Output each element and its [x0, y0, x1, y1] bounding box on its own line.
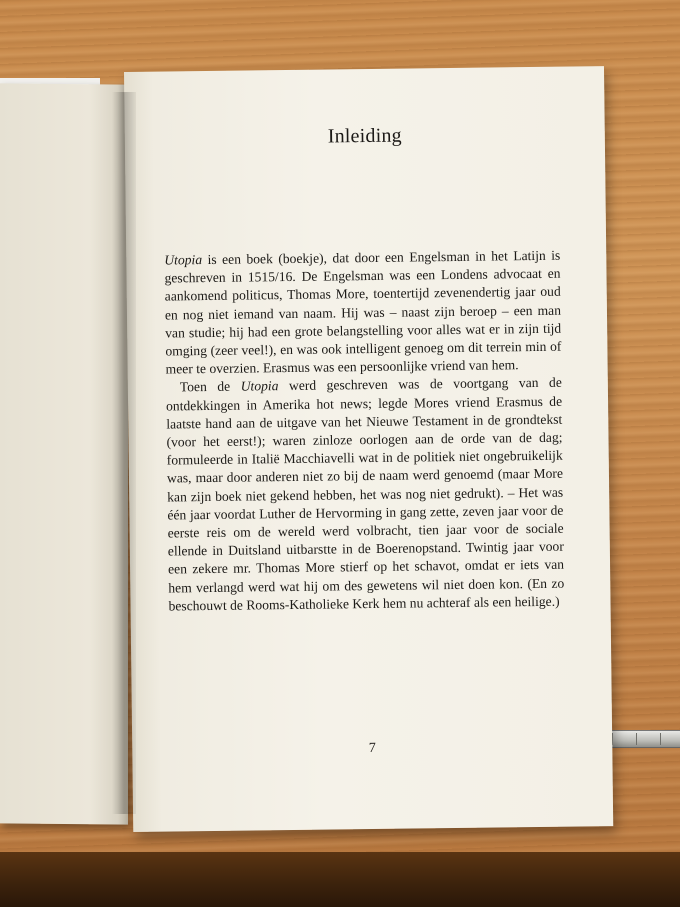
book-gutter	[112, 92, 136, 814]
page-number: 7	[368, 740, 376, 757]
paragraph	[166, 374, 565, 615]
left-page	[0, 83, 128, 824]
paragraph	[164, 247, 562, 379]
table-edge	[0, 852, 680, 907]
text-run: werd geschreven was de voortgang van de ontdekkingen in Amerika hot news; legde Mores vriend Erasmus de laatste hand aan de uitgave van het Nieuwe Testament in de grondtekst (voor het eerst!); waren zinloze oorlogen aan de orde van de dag; formuleerde in Italië Macchiavelli wat in de politiek niet ongebruikelijk was, maar door anderen niet zo bij de naam werd genoemd (maar More kan zijn boek niet gekend hebben, het was nog niet gedrukt). – Het was één jaar voordat Luther de Hervorming in gang zette, zeven jaar voor de eerste reis om de wereld werd volbracht, tien jaar voor de sociale ellende in Duitsland uitbarstte in de Boerenopstand. Twintig jaar voor een zekere mr. Thomas More stierf op het schavot, omdat er iets van hem verlangd werd wat hij om des gewetens wil niet doen kon. (En zo beschouwt de Rooms-Katholieke Kerk hem nu achteraf als een heilige.)	[165, 375, 565, 614]
text-run: Toen de	[179, 379, 241, 395]
text-run: is een boek (boekje), dat door een Engelsman in het Latijn is geschreven in 1515/16. De Engelsman was een Londens advocaat en aankomend politicus, Thomas More, toentertijd zevenendertig jaar oud en nog niet iemand van naam. Hij was – naast zijn beroep – een man van studie; hij had een grote belangstelling voor alles wat er in zijn tijd omging (zeer veel!), en was ook intelligent genoeg om dit terrein min of meer te overzien. Erasmus was een persoonlijke vriend van hem.	[164, 247, 562, 377]
chapter-title: Inleiding	[327, 124, 402, 148]
italic-title-text: Utopia	[240, 378, 279, 395]
right-page	[124, 66, 613, 832]
italic-title-text: Utopia	[164, 252, 203, 268]
body-text	[164, 247, 564, 616]
